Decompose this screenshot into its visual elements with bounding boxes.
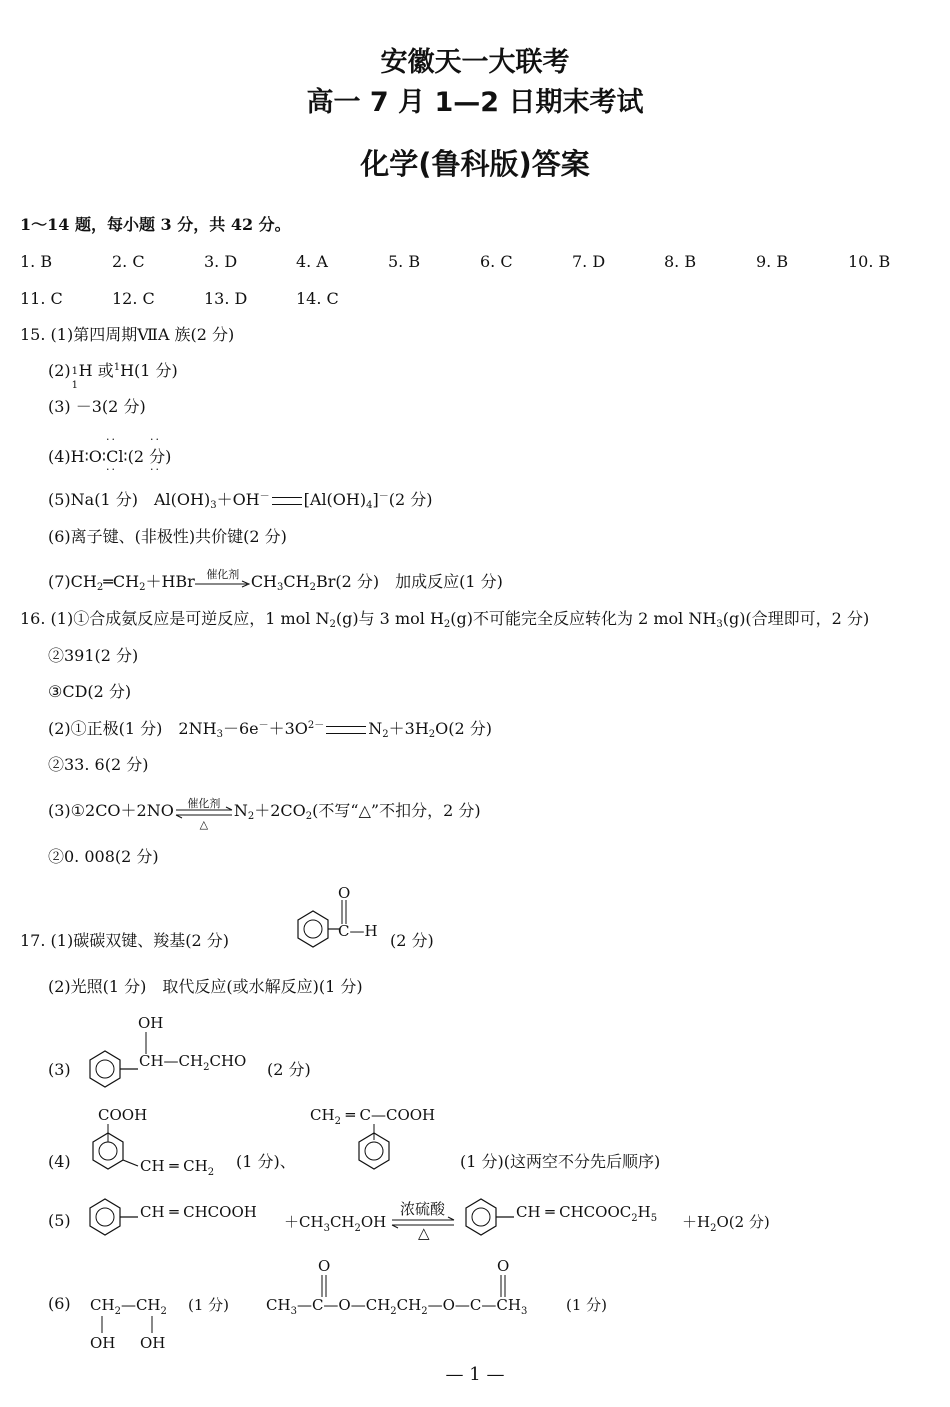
svg-text:OH: OH — [140, 1334, 166, 1352]
org-title: 安徽天一大联考 — [380, 47, 570, 78]
benzaldehyde-structure — [278, 880, 398, 960]
q17-p4-structure-a — [84, 1102, 244, 1182]
mc-answer: 13. D — [204, 289, 248, 308]
mc-answer: 6. C — [480, 252, 513, 271]
mc-answer: 3. D — [204, 252, 238, 271]
q16-p6: (3)①2CO＋2NO 催化剂 △ $N_2+2CO_2$(不写“△”不扣分，2 分) — [48, 796, 481, 831]
svg-text:＋CH3CH2OH: $+CH_3CH_2OH$ — [284, 1213, 387, 1234]
lewis-dots-top: ·· ·· — [106, 433, 161, 446]
q17-p4-score1: (1 分)、 — [236, 1152, 296, 1171]
q15-p2: (2) 1 1 H 或$^1$H(1 分) — [48, 361, 178, 391]
q17-p4-score2: (1 分)(这两空不分先后顺序) — [460, 1152, 661, 1171]
mc-answer: 8. B — [664, 252, 697, 271]
ald-ch: C—H — [338, 922, 378, 940]
q16-p5: ②33. 6(2 分) — [48, 755, 149, 774]
svg-text:OH: OH — [90, 1334, 116, 1352]
svg-text:CH ═ CHCOOH: CH ═ CHCOOH — [140, 1203, 257, 1221]
svg-text:CH ═ CHCOOC2H5: CH ═ $CHCOOC_2H_5$ — [516, 1203, 658, 1224]
mc-answer: 9. B — [756, 252, 789, 271]
q16-p3: ③CD(2 分) — [48, 682, 132, 701]
svg-text:△: △ — [418, 1224, 430, 1242]
svg-text:CH ═ CH2: CH ═ $CH_2$ — [140, 1157, 215, 1178]
q17-p5-equation — [84, 1190, 804, 1250]
svg-text:(1 分): (1 分) — [188, 1296, 230, 1314]
mc-answer: 14. C — [296, 289, 339, 308]
q17-p3-label: (3) — [48, 1060, 71, 1079]
q16-p4: (2)①正极(1 分) $2NH_3-6e^-+3O^{2-}$ $N_2+3H_2O(2$ 分) — [48, 719, 493, 740]
svg-text:CH—CH2CHO: $CH—CH_2CHO$ — [139, 1052, 247, 1073]
svg-text:O: O — [497, 1257, 510, 1275]
q17-p5-label: (5) — [48, 1211, 71, 1230]
q15-p3: (3) －3(2 分) — [48, 397, 146, 416]
q17-p2: (2)光照(1 分) 取代反应(或水解反应)(1 分) — [48, 977, 363, 996]
q15-p4: (4)H∶O∶Cl∶(2 分) — [48, 447, 172, 466]
lewis-dots-bottom: ·· ·· — [106, 463, 161, 476]
q16-p2: ②391(2 分) — [48, 646, 139, 665]
q17-p1: 17. (1)碳碳双键、羧基(2 分) — [20, 931, 229, 950]
q17-p6-structures — [88, 1255, 648, 1355]
page-number: — 1 — — [445, 1364, 505, 1385]
mc-answer: 4. A — [296, 252, 328, 271]
mc-answer: 2. C — [112, 252, 145, 271]
q17-p4-cooh: COOH — [98, 1106, 148, 1124]
svg-text:CH2—CH2: $CH_2—CH_2$ — [90, 1296, 167, 1317]
svg-text:CH2 ═ C—COOH: $CH_2$ ═ C—COOH — [310, 1106, 436, 1127]
mc-answer: 10. B — [848, 252, 891, 271]
mc-answer: 7. D — [572, 252, 606, 271]
mc-answer: 11. C — [20, 289, 63, 308]
q15-p6: (6)离子键、(非极性)共价键(2 分) — [48, 527, 287, 546]
q17-p6-label: (6) — [48, 1294, 71, 1313]
exam-title: 高一 7 月 1—2 日期末考试 — [306, 87, 644, 118]
q17-p3-structure — [84, 1010, 324, 1100]
q16-p1: 16. (1)①合成氨反应是可逆反应，1 mol $N_2(g)$与 3 mol $H_2(g)$不可能完全反应转化为 2 mol $NH_3(g)$(合理即可，2 分) — [20, 609, 870, 630]
q17-p3-score: (2 分) — [267, 1060, 311, 1079]
svg-text:CH3—C—O—CH2CH2—O—C—CH3: $CH_3—C—O—CH_2CH_2—O—C—CH_3$ — [266, 1296, 528, 1317]
q17-p4-structure-b — [310, 1102, 470, 1182]
mc-intro: 1～14 题，每小题 3 分，共 42 分。 — [20, 215, 291, 234]
q17-p1-score: (2 分) — [390, 931, 434, 950]
mc-answer: 1. B — [20, 252, 53, 271]
q15-p1: 15. (1)第四周期ⅦA 族(2 分) — [20, 325, 235, 344]
svg-text:O: O — [318, 1257, 331, 1275]
ald-o: O — [338, 884, 351, 902]
q17-p4-label: (4) — [48, 1152, 71, 1171]
q17-p3-oh: OH — [138, 1014, 164, 1032]
q16-p7: ②0. 008(2 分) — [48, 847, 159, 866]
mc-answer: 12. C — [112, 289, 155, 308]
q15-p5: (5)Na(1 分) $Al(OH)_3+OH^-$ $[Al(OH)_4]^-(2$ 分) — [48, 490, 433, 511]
subject-title: 化学(鲁科版)答案 — [360, 147, 590, 181]
q15-p7: $(7)CH_2═CH_2+HBr$ 催化剂 $CH_3CH_2Br(2$ 分) 加成反应(1 分) — [48, 567, 503, 593]
svg-text:(1 分): (1 分) — [566, 1296, 608, 1314]
mc-answer: 5. B — [388, 252, 421, 271]
svg-text:＋H2O(2 分): $+H_2O(2$ 分) — [682, 1213, 770, 1234]
svg-text:浓硫酸: 浓硫酸 — [400, 1200, 446, 1218]
